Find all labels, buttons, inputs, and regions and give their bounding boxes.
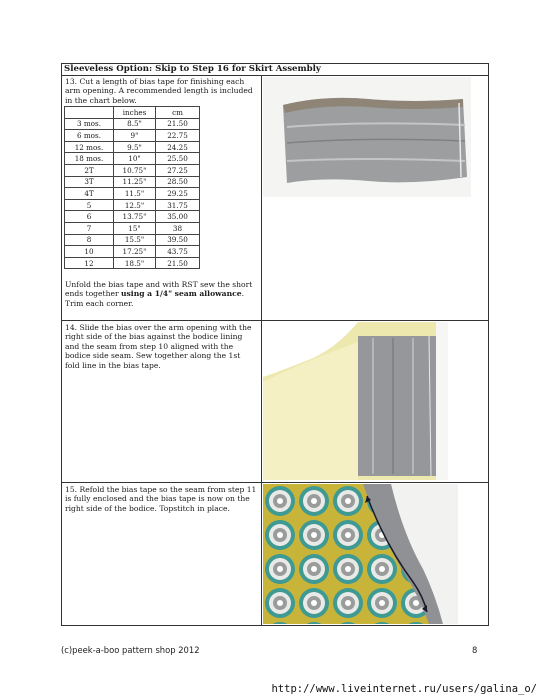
- row-divider: [62, 482, 488, 483]
- step-14-text: 14. Slide the bias over the arm opening with the right side of the bias against the bodice lining and the seam from step 10 aligned with the bodice side seam. Sew together along the 1st fold line in the bias tape.: [65, 323, 252, 370]
- table-row: [65, 222, 200, 234]
- table-row: [65, 176, 200, 188]
- table-row: [65, 257, 200, 269]
- table-cell: 43.75: [156, 246, 200, 258]
- table-cell: 12 mos.: [65, 141, 114, 153]
- table-cell: 24.25: [156, 141, 200, 153]
- table-cell: 28.50: [156, 176, 200, 188]
- table-row: [65, 234, 200, 246]
- table-cell: 2T: [65, 164, 114, 176]
- table-cell: 38: [156, 222, 200, 234]
- row-divider: [62, 320, 488, 321]
- table-cell: 35.00: [156, 211, 200, 223]
- table-cell: 7: [65, 222, 114, 234]
- watermark-url: http://www.liveinternet.ru/users/galina_o/: [271, 683, 537, 695]
- table-cell: 8.5": [114, 118, 156, 130]
- table-cell: 25.50: [156, 153, 200, 165]
- table-cell: 3T: [65, 176, 114, 188]
- table-header-cell: cm: [156, 107, 200, 119]
- topstitch-photo: [263, 484, 458, 624]
- seam-allowance-note: using a 1/4" seam allowance: [121, 289, 242, 299]
- table-header-cell: inches: [114, 107, 156, 119]
- copyright-footer: (c)peek-a-boo pattern shop 2012: [61, 645, 200, 655]
- table-cell: 18 mos.: [65, 153, 114, 165]
- bias-tape-photo: [263, 77, 471, 197]
- table-cell: 13.75": [114, 211, 156, 223]
- table-cell: 10.75": [114, 164, 156, 176]
- table-cell: 3 mos.: [65, 118, 114, 130]
- table-row: [65, 199, 200, 211]
- table-row: [65, 141, 200, 153]
- bias-attached-photo: [263, 322, 448, 480]
- table-cell: 5: [65, 199, 114, 211]
- table-cell: 6: [65, 211, 114, 223]
- step-13-text-b: . Trim each corner.: [65, 289, 244, 308]
- table-cell: 10: [65, 246, 114, 258]
- table-cell: 27.25: [156, 164, 200, 176]
- table-row: [65, 246, 200, 258]
- column-divider: [261, 76, 262, 625]
- table-cell: 31.75: [156, 199, 200, 211]
- table-row: [65, 188, 200, 200]
- table-cell: 15.5": [114, 234, 156, 246]
- table-cell: 15": [114, 222, 156, 234]
- table-row: [65, 130, 200, 142]
- bias-length-table: [64, 106, 200, 269]
- table-cell: 4T: [65, 188, 114, 200]
- table-cell: 9.5": [114, 141, 156, 153]
- table-cell: 22.75: [156, 130, 200, 142]
- table-row: [65, 164, 200, 176]
- step-13-text-a: Unfold the bias tape and with RST sew the short ends together: [65, 280, 253, 299]
- table-cell: 21.50: [156, 118, 200, 130]
- table-cell: 11.5": [114, 188, 156, 200]
- table-row: [65, 153, 200, 165]
- table-cell: 11.25": [114, 176, 156, 188]
- step-13-intro: 13. Cut a length of bias tape for finishing each arm opening. A recommended length is included in the chart below.: [65, 77, 253, 105]
- table-cell: 12: [65, 257, 114, 269]
- table-cell: 12.5": [114, 199, 156, 211]
- table-cell: 29.25: [156, 188, 200, 200]
- table-cell: 39.50: [156, 234, 200, 246]
- table-cell: 21.50: [156, 257, 200, 269]
- instruction-table: [61, 63, 489, 626]
- table-cell: 18.5": [114, 257, 156, 269]
- table-row: [65, 118, 200, 130]
- step-15-text: 15. Refold the bias tape so the seam from step 11 is fully enclosed and the bias tape is now on the right side of the bodice. Topstitch in place.: [65, 485, 257, 513]
- table-row: [65, 211, 200, 223]
- section-header: Sleeveless Option: Skip to Step 16 for Skirt Assembly: [62, 64, 488, 76]
- table-cell: 8: [65, 234, 114, 246]
- table-header-row: [65, 107, 200, 119]
- table-cell: 17.25": [114, 246, 156, 258]
- table-header-cell: [65, 107, 114, 119]
- table-cell: 10": [114, 153, 156, 165]
- table-cell: 6 mos.: [65, 130, 114, 142]
- table-cell: 9": [114, 130, 156, 142]
- step-13-instructions: [65, 280, 257, 308]
- page-number: 8: [472, 645, 478, 655]
